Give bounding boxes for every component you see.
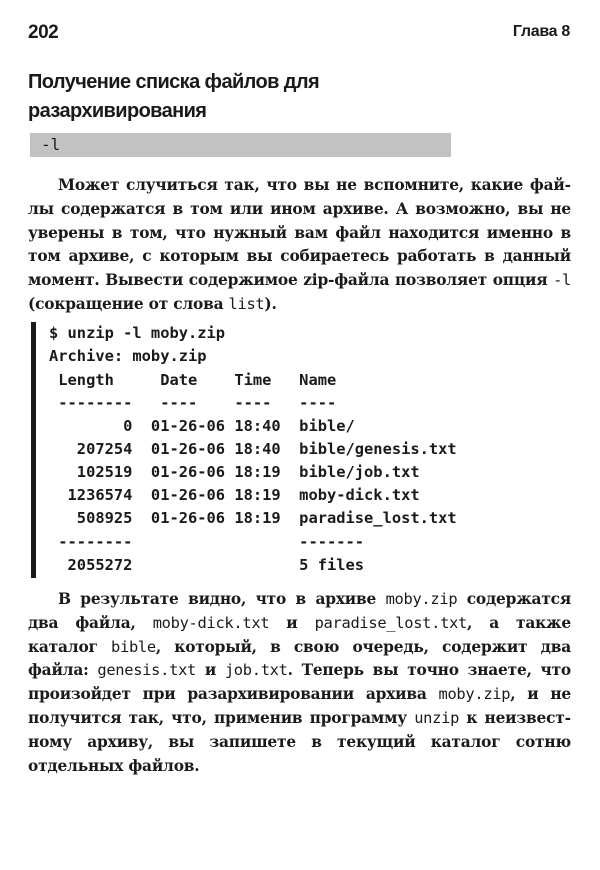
paragraph-text: к неизвестному архиву, вы запишете в текущий каталог сотню отдельных файлов.	[28, 708, 571, 775]
code-line: -------- ---- ---- ----	[49, 394, 337, 412]
section-heading: Получение списка файлов для разархивирования	[28, 71, 320, 122]
paragraph-text: В результате видно, что в архиве	[58, 590, 386, 608]
inline-code: unzip	[414, 708, 460, 727]
paragraph-text: , который, в свою очередь, содержит два файла:	[28, 637, 571, 680]
code-line: 207254 01-26-06 18:40 bible/genesis.txt	[49, 440, 457, 458]
inline-code: genesis.txt	[97, 661, 197, 680]
inline-code: moby-dick.txt	[152, 613, 270, 632]
paragraph-text: и	[269, 613, 315, 632]
paragraph-text: (сокращение от слова	[28, 294, 229, 313]
body-paragraph-1	[28, 174, 571, 317]
paragraph-text: Может случиться так, что вы не вспомните, какие файлы содержатся в том или ином архиве. А возможно, вы не уверены в том, что нужный вам файл находится именно в том архиве, с которым вы собираетесь работать в данный момент. Вывести содержимое zip-файла позволяет опция	[28, 176, 571, 290]
code-line: 102519 01-26-06 18:19 bible/job.txt	[49, 463, 420, 481]
option-banner	[30, 133, 451, 157]
code-line: Length Date Time Name	[49, 371, 337, 389]
code-line: $ unzip -l moby.zip	[49, 324, 226, 342]
body-paragraph-2	[28, 588, 571, 778]
page-number: 202	[28, 22, 59, 43]
inline-code: -l	[553, 271, 571, 290]
paragraph-text: , а также каталог	[28, 613, 571, 656]
paragraph-text: , и не получится так, что, применив программу	[28, 685, 571, 727]
paragraph-text: . Теперь вы точно знаете, что произойдет при разархивировании архива	[28, 661, 571, 704]
option-flag: -l	[41, 135, 61, 154]
chapter-title: Глава 8	[512, 23, 570, 40]
inline-code: job.txt	[224, 661, 288, 680]
code-line: 0 01-26-06 18:40 bible/	[49, 417, 355, 435]
paragraph-text: содержатся два файла,	[28, 590, 571, 632]
code-line: 2055272 5 files	[49, 556, 365, 574]
code-line: 508925 01-26-06 18:19 paradise_lost.txt	[49, 509, 457, 527]
paragraph-text: ).	[264, 294, 277, 313]
code-listing	[31, 322, 506, 578]
inline-code: moby.zip	[385, 590, 458, 608]
code-line: Archive: moby.zip	[49, 347, 207, 365]
inline-code: paradise_lost.txt	[314, 613, 467, 632]
inline-code: moby.zip	[438, 685, 511, 704]
code-line: -------- -------	[49, 533, 365, 551]
inline-code: bible	[111, 637, 156, 656]
code-line: 1236574 01-26-06 18:19 moby-dick.txt	[49, 486, 420, 504]
inline-code: list	[228, 294, 265, 313]
paragraph-text: и	[196, 661, 225, 680]
